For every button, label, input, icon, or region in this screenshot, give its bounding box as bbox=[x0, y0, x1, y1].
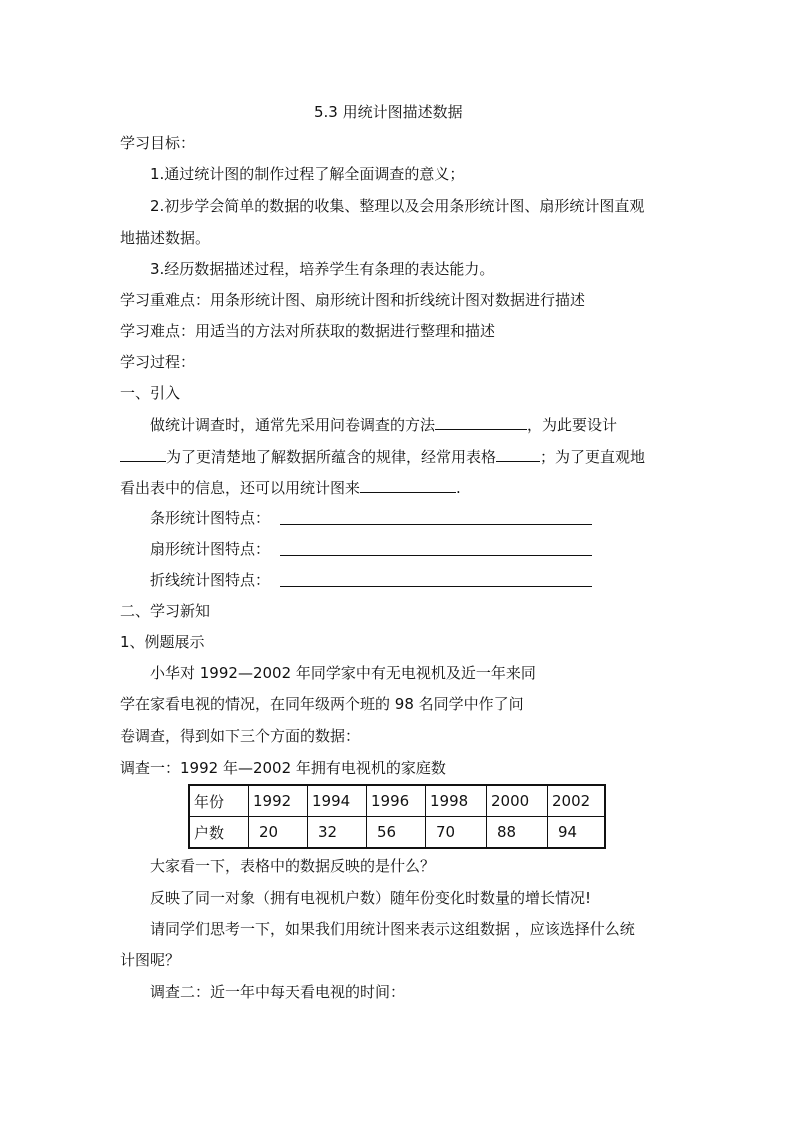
intro-heading: 一、引入 bbox=[120, 384, 181, 402]
count-cell: 56 bbox=[367, 817, 426, 849]
count-cell: 70 bbox=[426, 817, 487, 849]
count-cell: 32 bbox=[308, 817, 367, 849]
intro-text: ；为了更直观地 bbox=[540, 448, 646, 466]
feature-bar: 条形统计图特点： bbox=[150, 509, 271, 527]
process-heading: 学习过程： bbox=[120, 353, 196, 371]
intro-line-3 bbox=[120, 478, 461, 498]
count-label: 户数 bbox=[189, 817, 249, 849]
table-row bbox=[189, 785, 605, 817]
survey2-title: 调查二：近一年中每天看电视的时间： bbox=[150, 983, 406, 1001]
intro-line-1 bbox=[150, 415, 617, 435]
year-cell: 1992 bbox=[249, 785, 308, 817]
page-title: 5.3 用统计图描述数据 bbox=[314, 103, 463, 121]
blank-1 bbox=[435, 415, 527, 430]
intro-text: 为了更清楚地了解数据所蕴含的规律，经常用表格 bbox=[166, 448, 497, 466]
feature-bar-blank bbox=[280, 524, 592, 525]
year-cell: 1994 bbox=[308, 785, 367, 817]
key-points: 学习重难点：用条形统计图、扇形统计图和折线统计图对数据进行描述 bbox=[120, 291, 586, 309]
feature-line: 折线统计图特点： bbox=[150, 571, 271, 589]
year-cell: 1998 bbox=[426, 785, 487, 817]
year-cell: 1996 bbox=[367, 785, 426, 817]
objectives-heading: 学习目标： bbox=[120, 134, 196, 152]
difficulty: 学习难点：用适当的方法对所获取的数据进行整理和描述 bbox=[120, 322, 496, 340]
count-cell: 94 bbox=[548, 817, 606, 849]
blank-2 bbox=[120, 447, 166, 462]
intro-line-2 bbox=[120, 447, 645, 467]
example-text-2: 学在家看电视的情况，在同年级两个班的 98 名同学中作了问 bbox=[120, 695, 524, 713]
year-cell: 2002 bbox=[548, 785, 606, 817]
intro-text: 看出表中的信息，还可以用统计图来 bbox=[120, 479, 361, 497]
count-cell: 20 bbox=[249, 817, 308, 849]
example-text-1: 小华对 1992—2002 年同学家中有无电视机及近一年来同 bbox=[150, 664, 536, 682]
feature-pie-blank bbox=[280, 555, 592, 556]
objective-2-cont: 地描述数据。 bbox=[120, 229, 211, 247]
discussion-2: 反映了同一对象（拥有电视机户数）随年份变化时数量的增长情况! bbox=[150, 889, 592, 907]
discussion-3-cont: 计图呢？ bbox=[120, 951, 181, 969]
new-heading: 二、学习新知 bbox=[120, 602, 211, 620]
year-label: 年份 bbox=[189, 785, 249, 817]
objective-1: 1.通过统计图的制作过程了解全面调查的意义； bbox=[150, 165, 465, 183]
blank-3 bbox=[496, 447, 540, 462]
discussion-1: 大家看一下，表格中的数据反映的是什么？ bbox=[150, 857, 436, 875]
tv-household-table bbox=[188, 784, 606, 849]
objective-2: 2.初步学会简单的数据的收集、整理以及会用条形统计图、扇形统计图直观 bbox=[150, 197, 645, 215]
feature-pie: 扇形统计图特点： bbox=[150, 540, 271, 558]
table-row bbox=[189, 817, 605, 849]
intro-text: . bbox=[456, 479, 461, 497]
intro-text: ，为此要设计 bbox=[527, 416, 618, 434]
intro-text: 做统计调查时，通常先采用问卷调查的方法 bbox=[150, 416, 436, 434]
feature-line-blank bbox=[280, 586, 592, 587]
year-cell: 2000 bbox=[487, 785, 548, 817]
example-heading: 1、例题展示 bbox=[120, 633, 205, 651]
survey1-title: 调查一：1992 年—2002 年拥有电视机的家庭数 bbox=[120, 759, 446, 777]
objective-3: 3.经历数据描述过程，培养学生有条理的表达能力。 bbox=[150, 260, 495, 278]
example-text-3: 卷调查，得到如下三个方面的数据： bbox=[120, 727, 361, 745]
count-cell: 88 bbox=[487, 817, 548, 849]
blank-4 bbox=[360, 478, 456, 493]
discussion-3: 请同学们思考一下，如果我们用统计图来表示这组数据 ，应该选择什么统 bbox=[150, 920, 635, 938]
